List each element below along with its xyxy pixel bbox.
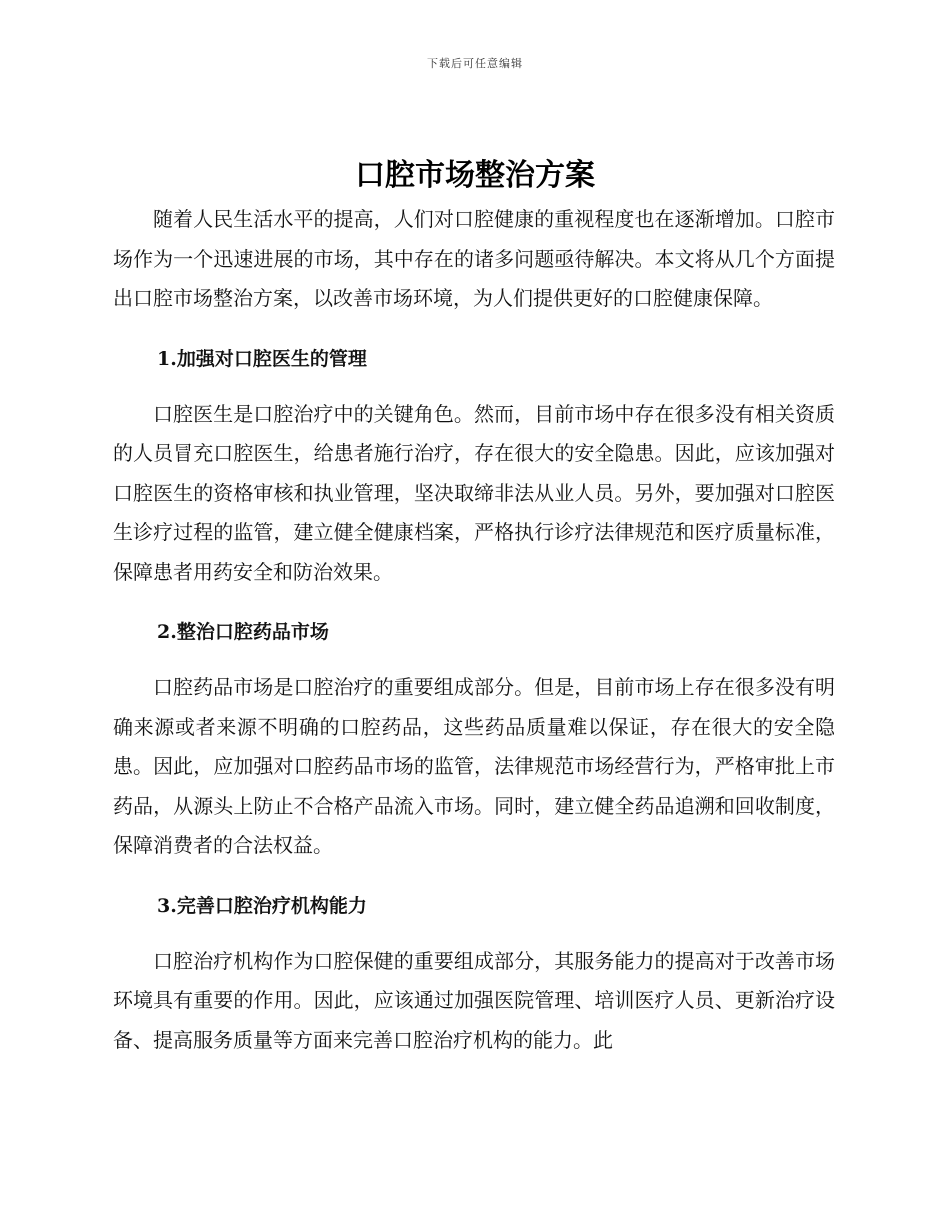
section-heading-3: 3.完善口腔治疗机构能力: [157, 894, 367, 917]
section-heading-2: 2.整治口腔药品市场: [157, 621, 329, 643]
section-heading-1: 1.加强对口腔医生的管理: [157, 347, 367, 370]
section-paragraph-3: 口腔治疗机构作为口腔保健的重要组成部分，其服务能力的提高对于改善市场环境具有重要的作用。因此，应该通过加强医院管理、培训医疗人员、更新治疗设备、提高服务质量等方面来完善口腔治疗机构的能力。此: [113, 948, 835, 1052]
header-note: 下载后可任意编辑: [427, 57, 523, 70]
document-body: [113, 200, 835, 1060]
document-title: 口腔市场整治方案: [355, 158, 595, 193]
section-paragraph-2: 口腔药品市场是口腔治疗的重要组成部分。但是，目前市场上存在很多没有明确来源或者来源不明确的口腔药品，这些药品质量难以保证，存在很大的安全隐患。因此，应加强对口腔药品市场的监管，法律规范市场经营行为，严格审批上市药品，从源头上防止不合格产品流入市场。同时，建立健全药品追溯和回收制度，保障消费者的合法权益。: [113, 675, 835, 857]
section-paragraph-1: 口腔医生是口腔治疗中的关键角色。然而，目前市场中存在很多没有相关资质的人员冒充口腔医生，给患者施行治疗，存在很大的安全隐患。因此，应该加强对口腔医生的资格审核和执业管理，坚决取缔非法从业人员。另外，要加强对口腔医生诊疗过程的监管，建立健全健康档案，严格执行诊疗法律规范和医疗质量标准，保障患者用药安全和防治效果。: [113, 401, 835, 584]
intro-paragraph: 随着人民生活水平的提高，人们对口腔健康的重视程度也在逐渐增加。口腔市场作为一个迅速进展的市场，其中存在的诸多问题亟待解决。本文将从几个方面提出口腔市场整治方案，以改善市场环境，为人们提供更好的口腔健康保障。: [113, 207, 835, 310]
